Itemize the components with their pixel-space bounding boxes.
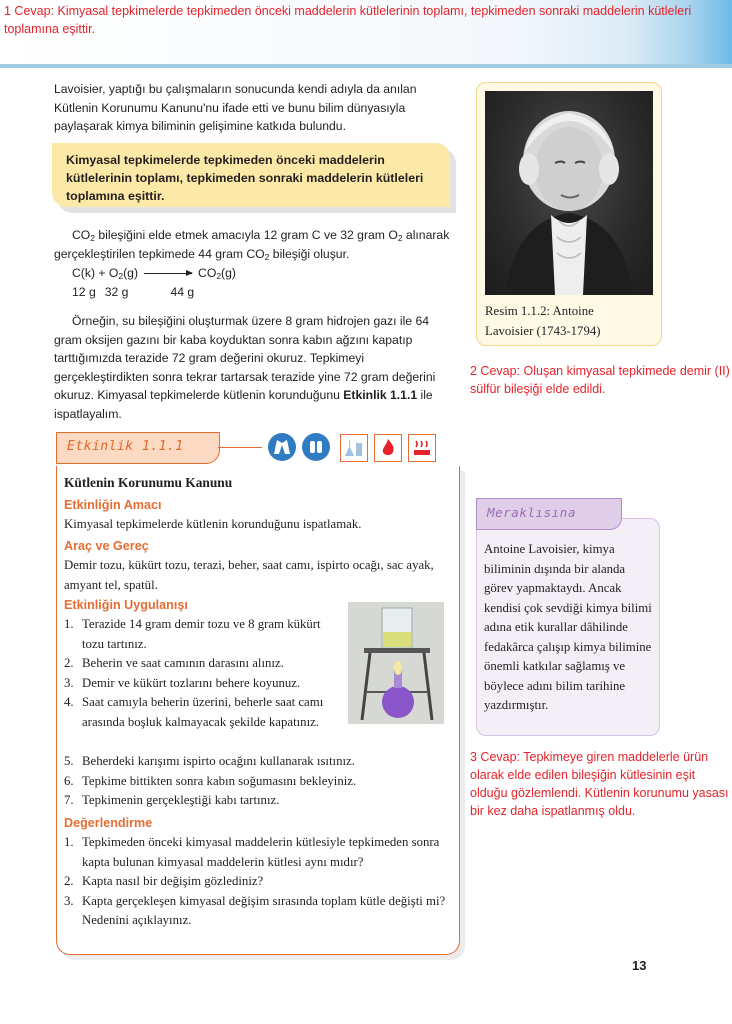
- co2-text-part: alınarak gerçekleştirilen tepkimede 44 gram CO: [54, 228, 450, 261]
- page-number: 13: [632, 958, 647, 973]
- step-number: 1.: [64, 617, 74, 631]
- mass-co2: 44 g: [170, 285, 195, 299]
- step-number: 3.: [64, 675, 74, 690]
- steps-heading: Etkinliğin Uygulanışı: [64, 598, 188, 612]
- steps-list: [64, 615, 336, 732]
- step-number: 2.: [64, 656, 74, 670]
- activity-divider: [218, 447, 262, 448]
- portrait-caption: [485, 301, 655, 341]
- list-item: [64, 615, 336, 654]
- equation-masses: [72, 285, 194, 299]
- answer-2: 2 Cevap: Oluşan kimyasal tepkimede demir (II) sülfür bileşiği elde edildi.: [470, 364, 730, 396]
- answer-3: 3 Cevap: Tepkimeye giren maddelerle ürün olarak elde edilen bileşiğin kütlesinin eşit olduğu gözlemlendi. Kütlenin korunumu yasası bir kez daha ispatlanmış oldu.: [470, 750, 729, 818]
- list-item: [64, 833, 448, 872]
- co2-text-part: CO: [72, 228, 91, 242]
- list-item: [64, 772, 456, 792]
- intro-paragraph: Lavoisier, yaptığı bu çalışmaların sonucunda kendi adıyla da anılan Kütlenin Korunumu Kanunu'nu ifade etti ve bunu bilim dünyasıyla paylaşarak kimya biliminin gelişimine katkıda bulundu.: [54, 82, 417, 133]
- step-number: 4.: [64, 695, 74, 709]
- goal-text: Kimyasal tepkimelerde kütlenin korunduğunu ispatlamak.: [64, 517, 362, 531]
- evaluation-heading: Değerlendirme: [64, 816, 153, 830]
- question-number: 3.: [64, 893, 74, 908]
- tools-heading: Araç ve Gereç: [64, 539, 149, 553]
- equation-product-state: (g): [221, 266, 236, 280]
- lab-coat-icon: [268, 433, 296, 461]
- list-item: [64, 674, 336, 694]
- questions-list: [64, 833, 448, 931]
- list-item: [64, 791, 456, 811]
- step-text: Terazide 14 gram demir tozu ve 8 gram kükürt tozu tartınız.: [82, 617, 321, 651]
- law-highlight-box: [52, 143, 450, 207]
- lavoisier-portrait: [485, 91, 653, 295]
- flammable-icon: [374, 434, 402, 462]
- reaction-arrow-icon: [144, 273, 192, 274]
- portrait-frame: [476, 82, 662, 346]
- co2-text-part: bileşiği oluşur.: [269, 246, 350, 261]
- step-number: 7.: [64, 793, 74, 807]
- caption-line-2: Lavoisier (1743-1794): [485, 324, 601, 338]
- question-text: Tepkimeden önceki kimyasal maddelerin kütlesiyle tepkimeden sonra kapta bulunan kimyasal maddelerin kütlesi aynı mıdır?: [82, 835, 440, 869]
- question-text: Kapta gerçekleşen kimyasal değişim sırasında toplam kütle değişti mi? Nedenini açıklayınız.: [82, 893, 446, 927]
- mass-c: 12 g: [72, 285, 96, 299]
- banner-bar: [0, 64, 732, 68]
- question-text: Kapta nasıl bir değişim gözlediniz?: [82, 874, 264, 888]
- question-number: 2.: [64, 874, 74, 888]
- step-number: 6.: [64, 773, 74, 788]
- equation-reactant-state: (g): [123, 266, 139, 280]
- mass-o2: 32 g: [104, 285, 129, 299]
- step-text: Demir ve kükürt tozlarını behere koyunuz.: [82, 675, 301, 690]
- tools-text: Demir tozu, kükürt tozu, terazi, beher, saat camı, ispirto ocağı, sac ayak, amyant tel, spatül.: [64, 558, 434, 592]
- subscript: 2: [118, 271, 124, 281]
- activity-tab: [56, 432, 220, 464]
- meraklisina-tab: [476, 498, 622, 530]
- hot-surface-icon: [408, 434, 436, 462]
- list-item: [64, 752, 456, 772]
- equation-reactants: C(k) + O: [72, 266, 119, 280]
- step-text: Beherin ve saat camının darasını alınız.: [82, 656, 284, 670]
- subscript: 2: [90, 233, 96, 243]
- list-item: [64, 654, 336, 674]
- example-tail: ile ispatlayalım.: [54, 388, 433, 421]
- co2-text-part: bileşiğini elde etmek amacıyla 12 gram C ve 32 gram O: [95, 228, 398, 242]
- list-item: [64, 892, 448, 931]
- subscript: 2: [264, 251, 270, 262]
- example-paragraph: [54, 312, 458, 423]
- equation-product: CO: [198, 266, 217, 280]
- step-text: Tepkime bittikten sonra kabın soğumasını bekleyiniz.: [82, 773, 357, 788]
- activity-reference: Etkinlik 1.1.1: [343, 388, 418, 402]
- step-text: Beherdeki karışımı ispirto ocağını kullanarak ısıtınız.: [82, 754, 355, 768]
- chemical-equation: [72, 266, 236, 280]
- step-text: Saat camıyla beherin üzerini, beherle saat camı arasında boşluk kalmayacak şekilde kapatınız.: [82, 695, 324, 729]
- list-item: [64, 872, 448, 892]
- law-statement: Kimyasal tepkimelerde tepkimeden önceki maddelerin kütlelerinin toplamı, tepkimeden sonraki maddelerin kütleleri toplamına eşittir.: [66, 153, 424, 203]
- answer-1: 1 Cevap: Kimyasal tepkimelerde tepkimeden önceki maddelerin kütlelerinin toplamı, tepkimeden sonraki maddelerin kütleleri toplamına eşittir.: [4, 4, 692, 36]
- step-text: Tepkimenin gerçekleştiği kabı tartınız.: [82, 793, 280, 807]
- activity-title: Kütlenin Korunumu Kanunu: [64, 475, 233, 490]
- activity-tab-label: Etkinlik 1.1.1: [67, 439, 184, 454]
- example-text: Örneğin, su bileşiğini oluşturmak üzere 8 gram hidrojen gazı ile 64 gram oksijen gazını bir kaba koyduktan sonra kabın ağzını kapatıp tarttığımızda terazide 72 gram değerini okuruz. Tepkimeyi gerçekleştirdikten sonra tekrar tartarsak terazide yine 72 gram değerini okuruz. Kimyasal tepkimelerde kütlenin korunduğunu: [54, 314, 436, 402]
- meraklisina-text: Antoine Lavoisier, kimya biliminin dışında bir alanda görev yapmaktaydı. Ancak kendisi çok sevdiği kimya bilimi adına etik kurallar dâhilinde fedakârca çalışıp kimya bilimine önemli katkılar sağlamış ve böylece adını bilim tarihine yazdırmıştır.: [484, 542, 652, 712]
- meraklisina-tab-label: Meraklısına: [487, 505, 576, 520]
- caption-line-1: Resim 1.1.2: Antoine: [485, 304, 594, 318]
- list-item: [64, 693, 336, 732]
- glassware-icon: [340, 434, 368, 462]
- experiment-photo: [348, 602, 444, 724]
- question-number: 1.: [64, 835, 74, 849]
- subscript: 2: [397, 233, 403, 243]
- steps-list-continued: [64, 752, 456, 811]
- co2-paragraph: [54, 226, 458, 263]
- gloves-icon: [302, 433, 330, 461]
- goal-heading: Etkinliğin Amacı: [64, 498, 162, 512]
- step-number: 5.: [64, 754, 74, 768]
- subscript: 2: [216, 271, 222, 281]
